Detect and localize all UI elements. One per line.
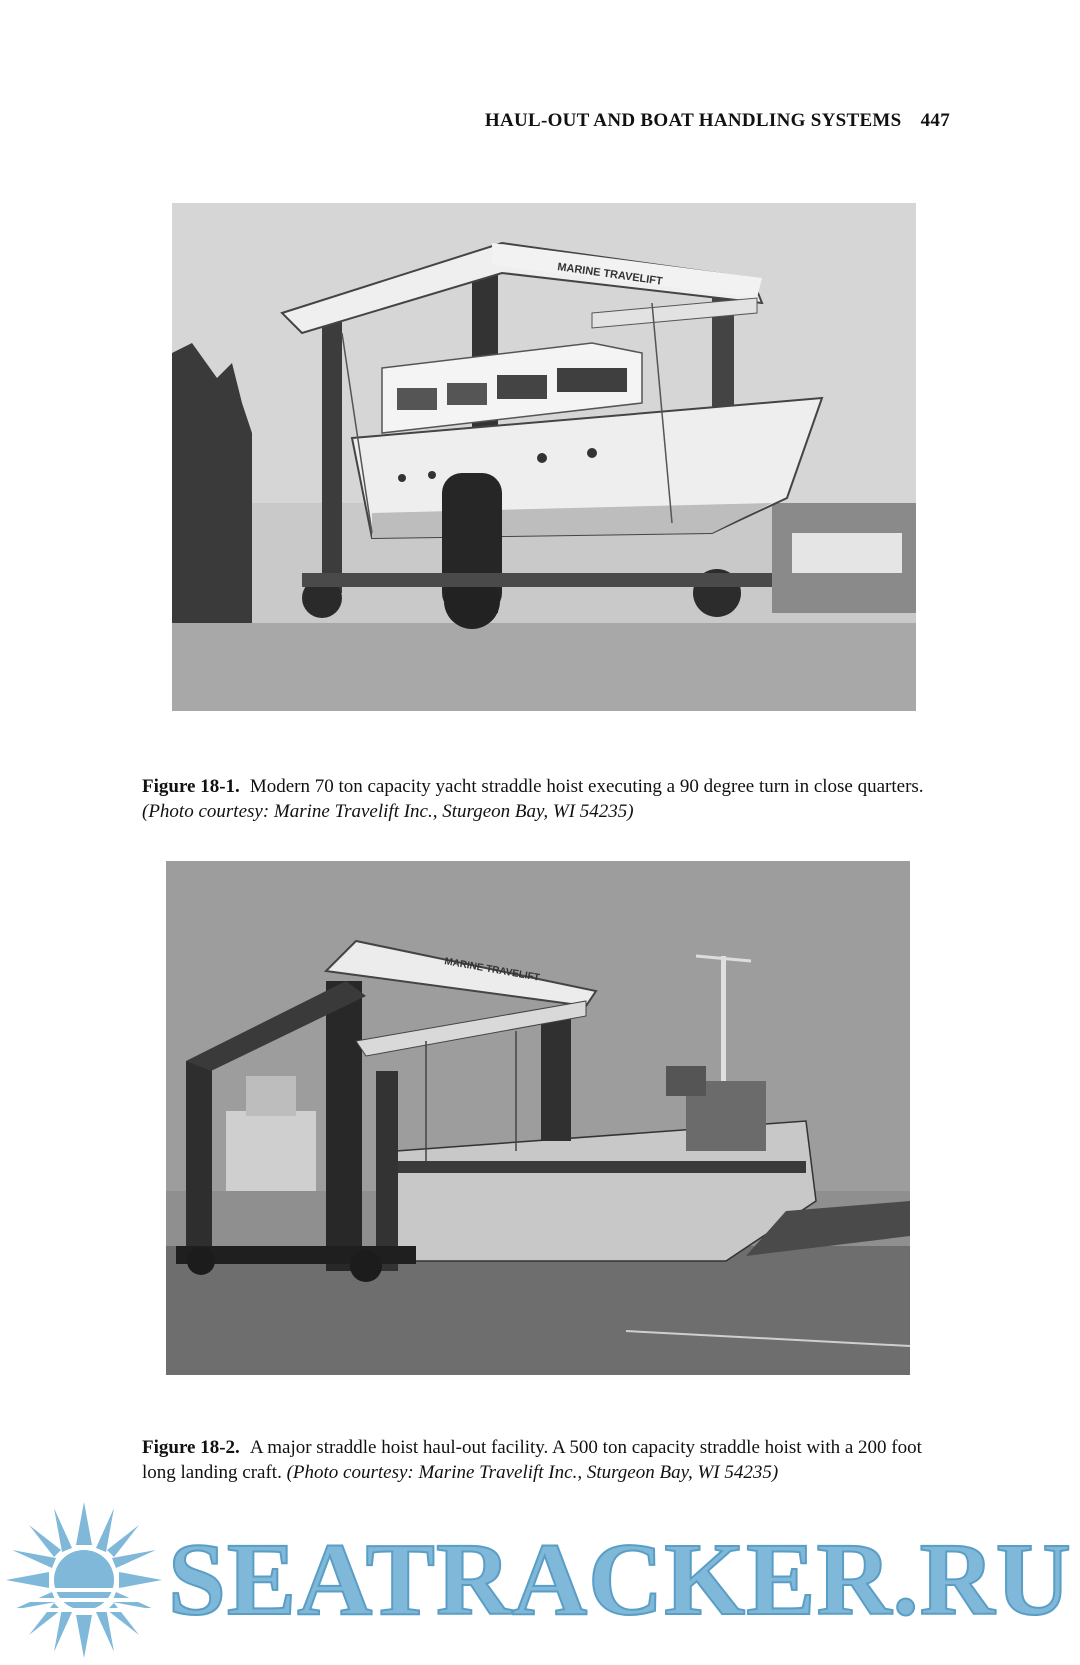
sun-logo-icon [4,1500,164,1660]
running-head [485,110,950,132]
figure-text: Modern 70 ton capacity yacht straddle hoist executing a 90 degree turn in close quarters. [249,776,924,797]
hoist-sign-text: MARINE TRAVELIFT [556,261,664,288]
figure-18-1-caption [142,774,952,824]
watermark [0,1500,1080,1665]
figure-credit: (Photo courtesy: Marine Travelift Inc., Sturgeon Bay, WI 54235) [142,801,634,822]
figure-label: Figure 18-1. [142,776,240,797]
hoist-sign-text: MARINE TRAVELIFT [443,956,541,984]
figure-credit: (Photo courtesy: Marine Travelift Inc., Sturgeon Bay, WI 54235) [286,1462,779,1483]
running-head-title: HAUL-OUT AND BOAT HANDLING SYSTEMS [484,110,902,131]
figure-18-2-caption [142,1435,952,1485]
figure-18-2-photo [166,861,910,1375]
figure-text: A major straddle hoist haul-out facility. A 500 ton capacity straddle hoist with a 200 foot long landing craft. [142,1437,922,1483]
figure-18-1-photo [172,203,916,711]
figure-label: Figure 18-2. [142,1437,240,1458]
page-number: 447 [920,110,950,131]
watermark-text: SEATRACKER.RU [168,1522,1072,1637]
